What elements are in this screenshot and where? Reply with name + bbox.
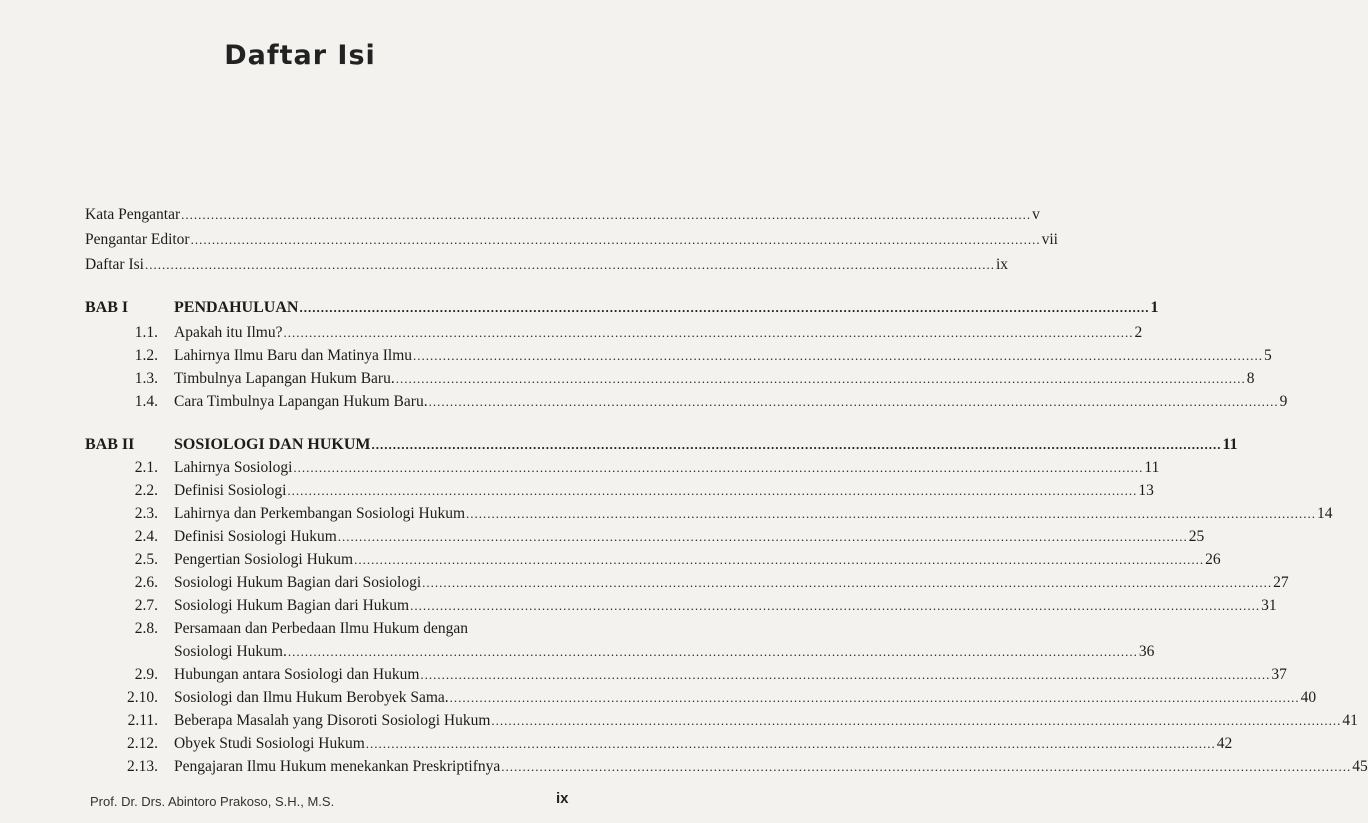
dot-leader: ........................................................................................................................................................................................................ bbox=[287, 644, 1138, 659]
section-number: 2.7. bbox=[134, 597, 158, 614]
section-number: 2.9. bbox=[134, 666, 158, 683]
toc-entry-page: 25 bbox=[1188, 528, 1205, 545]
toc-entry-label: Cara Timbulnya Lapangan Hukum Baru. bbox=[174, 393, 428, 410]
toc-entry-page: vii bbox=[1041, 231, 1058, 248]
toc-entry-page: 27 bbox=[1273, 574, 1289, 591]
dot-leader: ........................................................................................................................................................................................................ bbox=[287, 483, 1138, 498]
toc-entry-page: 40 bbox=[1300, 689, 1317, 706]
section-number: 2.10. bbox=[127, 689, 158, 706]
toc-entry[interactable] bbox=[85, 229, 1058, 251]
toc-entry[interactable] bbox=[174, 733, 1233, 755]
chapter-heading[interactable] bbox=[174, 297, 1159, 319]
toc-entry[interactable] bbox=[174, 595, 1277, 617]
dot-leader: ........................................................................................................................................................................................................ bbox=[428, 394, 1279, 409]
toc-entry-label: Sosiologi Hukum. bbox=[174, 643, 287, 660]
chapter-label: BAB I bbox=[85, 299, 129, 316]
toc-entry[interactable] bbox=[85, 204, 1040, 226]
toc-entry-label: Sosiologi Hukum Bagian dari Hukum bbox=[174, 597, 410, 614]
toc-entry-page: 14 bbox=[1317, 505, 1333, 522]
toc-entry-page: 45 bbox=[1352, 758, 1368, 775]
toc-entry-label: Obyek Studi Sosiologi Hukum bbox=[174, 735, 365, 752]
toc-entry[interactable] bbox=[174, 322, 1143, 344]
section-number: 2.6. bbox=[134, 574, 158, 591]
toc-entry-page: 8 bbox=[1246, 370, 1255, 387]
toc-entry-label: Definisi Sosiologi Hukum bbox=[174, 528, 337, 545]
dot-leader: ........................................................................................................................................................................................................ bbox=[410, 598, 1261, 613]
toc-entry[interactable] bbox=[174, 526, 1205, 548]
chapter-title: SOSIOLOGI DAN HUKUM bbox=[174, 436, 371, 453]
section-number: 2.12. bbox=[127, 735, 158, 752]
toc-entry-label: Lahirnya dan Perkembangan Sosiologi Hukum bbox=[174, 505, 466, 522]
section-number: 2.1. bbox=[134, 459, 158, 476]
toc-entry[interactable] bbox=[174, 549, 1221, 571]
toc-entry[interactable] bbox=[174, 710, 1358, 732]
toc-entry[interactable] bbox=[85, 254, 1009, 276]
dot-leader: ........................................................................................................................................................................................................ bbox=[144, 257, 995, 272]
section-number: 1.4. bbox=[134, 393, 158, 410]
chapter-page: 1 bbox=[1150, 299, 1159, 316]
toc-entry[interactable] bbox=[174, 457, 1160, 479]
dot-leader: ........................................................................................................................................................................................................ bbox=[283, 325, 1134, 340]
section-number: 2.2. bbox=[134, 482, 158, 499]
toc-entry-page: 41 bbox=[1342, 712, 1358, 729]
toc-entry-label: Definisi Sosiologi bbox=[174, 482, 287, 499]
footer-page-number: ix bbox=[556, 790, 569, 807]
dot-leader: ........................................................................................................................................................................................................ bbox=[491, 713, 1342, 728]
dot-leader: ........................................................................................................................................................................................................ bbox=[501, 759, 1352, 774]
toc-entry-page: 37 bbox=[1271, 666, 1287, 683]
dot-leader: ........................................................................................................................................................................................................ bbox=[413, 348, 1264, 363]
dot-leader: ........................................................................................................................................................................................................ bbox=[354, 552, 1205, 567]
toc-entry-page: 2 bbox=[1134, 324, 1143, 341]
toc-entry[interactable] bbox=[174, 368, 1255, 390]
toc-entry[interactable] bbox=[174, 391, 1288, 413]
toc-entry-label: Apakah itu Ilmu? bbox=[174, 324, 283, 341]
toc-entry-label: Timbulnya Lapangan Hukum Baru. bbox=[174, 370, 395, 387]
dot-leader: ........................................................................................................................................................................................................ bbox=[365, 736, 1216, 751]
section-number: 2.11. bbox=[127, 712, 158, 729]
toc-entry-label: Lahirnya Ilmu Baru dan Matinya Ilmu bbox=[174, 347, 413, 364]
dot-leader: ........................................................................................................................................................................................................ bbox=[337, 529, 1188, 544]
toc-entry[interactable] bbox=[174, 641, 1155, 663]
toc-entry-label: Lahirnya Sosiologi bbox=[174, 459, 293, 476]
toc-entry-label: Hubungan antara Sosiologi dan Hukum bbox=[174, 666, 420, 683]
dot-leader: ........................................................................................................................................................................................................ bbox=[293, 460, 1144, 475]
chapter-heading[interactable] bbox=[174, 434, 1238, 456]
toc-entry-page: 26 bbox=[1205, 551, 1221, 568]
chapter-label: BAB II bbox=[85, 436, 135, 453]
toc-entry-label: Beberapa Masalah yang Disoroti Sosiologi Hukum bbox=[174, 712, 491, 729]
dot-leader: ........................................................................................................................................................................................................ bbox=[420, 667, 1271, 682]
toc-entry-label-line1: Persamaan dan Perbedaan Ilmu Hukum dengan bbox=[174, 620, 468, 637]
toc-entry[interactable] bbox=[174, 756, 1368, 778]
toc-entry-page: 5 bbox=[1264, 347, 1272, 364]
toc-entry-label: Pengajaran Ilmu Hukum menekankan Preskriptifnya bbox=[174, 758, 501, 775]
page-title: Daftar Isi bbox=[224, 40, 376, 71]
toc-entry-page: 31 bbox=[1261, 597, 1277, 614]
chapter-title: PENDAHULUAN bbox=[174, 299, 299, 316]
toc-entry-page: v bbox=[1032, 206, 1040, 223]
toc-entry-page: 13 bbox=[1138, 482, 1154, 499]
dot-leader: ........................................................................................................................................................................................................ bbox=[371, 437, 1222, 452]
toc-entry-label: Sosiologi Hukum Bagian dari Sosiologi bbox=[174, 574, 422, 591]
chapter-page: 11 bbox=[1222, 436, 1238, 453]
toc-entry-label: Sosiologi dan Ilmu Hukum Berobyek Sama. bbox=[174, 689, 449, 706]
toc-entry[interactable] bbox=[174, 664, 1287, 686]
section-number: 2.4. bbox=[134, 528, 158, 545]
section-number: 2.13. bbox=[127, 758, 158, 775]
toc-entry[interactable] bbox=[174, 480, 1154, 502]
toc-entry-page: 9 bbox=[1279, 393, 1288, 410]
dot-leader: ........................................................................................................................................................................................................ bbox=[466, 506, 1317, 521]
dot-leader: ........................................................................................................................................................................................................ bbox=[395, 371, 1246, 386]
toc-entry[interactable] bbox=[174, 345, 1272, 367]
toc-entry-page: 36 bbox=[1138, 643, 1155, 660]
dot-leader: ........................................................................................................................................................................................................ bbox=[422, 575, 1273, 590]
section-number: 2.5. bbox=[134, 551, 158, 568]
toc-entry[interactable] bbox=[174, 572, 1289, 594]
section-number: 2.8. bbox=[134, 620, 158, 637]
dot-leader: ........................................................................................................................................................................................................ bbox=[181, 207, 1032, 222]
toc-entry-page: 42 bbox=[1216, 735, 1233, 752]
toc-entry[interactable] bbox=[174, 503, 1333, 525]
toc-entry-page: ix bbox=[995, 256, 1009, 273]
dot-leader: ........................................................................................................................................................................................................ bbox=[299, 300, 1150, 315]
toc-entry-label: Pengantar Editor bbox=[85, 231, 190, 248]
dot-leader: ........................................................................................................................................................................................................ bbox=[449, 690, 1300, 705]
toc-entry-label: Pengertian Sosiologi Hukum bbox=[174, 551, 354, 568]
toc-entry-label: Kata Pengantar bbox=[85, 206, 181, 223]
section-number: 1.3. bbox=[134, 370, 158, 387]
section-number: 1.2. bbox=[134, 347, 158, 364]
footer-author: Prof. Dr. Drs. Abintoro Prakoso, S.H., M.S. bbox=[90, 794, 335, 809]
toc-entry[interactable] bbox=[174, 687, 1317, 709]
section-number: 1.1. bbox=[134, 324, 158, 341]
toc-entry-page: 11 bbox=[1144, 459, 1160, 476]
dot-leader: ........................................................................................................................................................................................................ bbox=[190, 232, 1041, 247]
section-number: 2.3. bbox=[134, 505, 158, 522]
toc-entry-label: Daftar Isi bbox=[85, 256, 144, 273]
